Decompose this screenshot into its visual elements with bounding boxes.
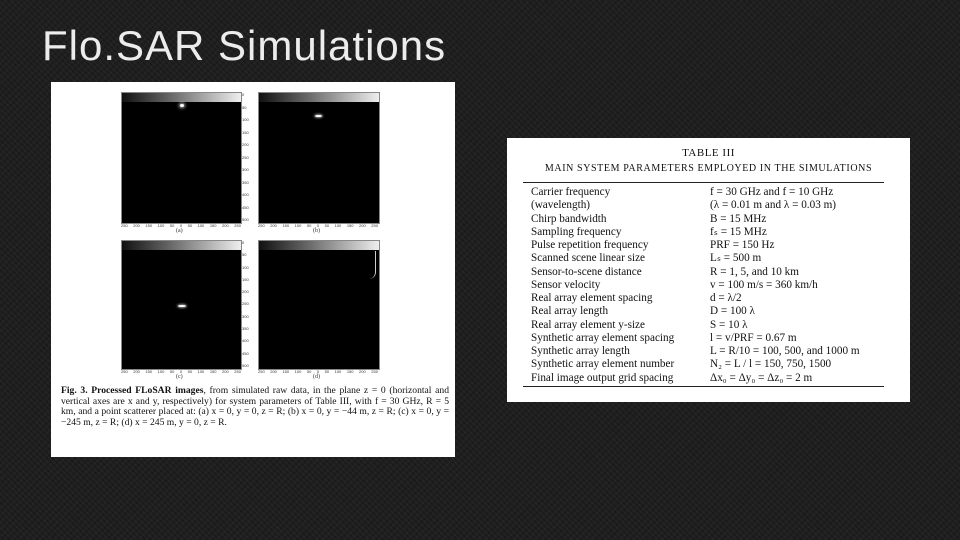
x-tick-label: 200 (359, 223, 366, 228)
table-row (531, 186, 891, 199)
table-row (531, 239, 891, 252)
table-row (531, 319, 891, 332)
x-tick-label: 100 (157, 223, 165, 228)
x-tick-label: 100 (294, 369, 302, 374)
y-tick-label: 500 (242, 362, 249, 368)
parameter-name: Synthetic array element spacing (531, 331, 675, 344)
x-tick-label: 50 (306, 369, 312, 374)
panel-d-label: (d) (313, 374, 320, 380)
parameter-value: Lₛ = 500 m (710, 252, 762, 265)
y-tick-label: 400 (242, 192, 249, 197)
x-tick-label: 150 (346, 223, 354, 228)
table-subtitle: MAIN SYSTEM PARAMETERS EMPLOYED IN THE SIMULATIONS (544, 163, 873, 174)
table-row (531, 252, 891, 265)
parameter-value: PRF = 150 Hz (710, 239, 775, 251)
x-tick-label: 50 (169, 369, 175, 374)
panel-d-colorbar (259, 241, 379, 250)
y-tick-label: 200 (242, 142, 249, 147)
panel-b-scatterer (315, 115, 322, 117)
parameter-value: v = 100 m/s = 360 km/h (710, 278, 818, 291)
parameter-value: f = 30 GHz and f = 10 GHz (710, 186, 834, 198)
panel-c-label: (c) (176, 374, 183, 380)
table-row (531, 226, 891, 239)
panel-c-colorbar (122, 241, 241, 250)
x-tick-label: 250 (258, 223, 265, 228)
x-tick-label: 0 (179, 223, 183, 228)
y-tick-label: 400 (242, 338, 249, 344)
x-tick-label: 200 (359, 369, 366, 374)
x-tick-label: 100 (197, 223, 205, 228)
caption-lead: Fig. 3. (61, 385, 88, 396)
x-tick-label: 200 (133, 369, 140, 374)
x-tick-label: 0 (179, 369, 183, 374)
x-tick-label: 100 (157, 369, 165, 374)
caption-text: , from simulated raw data, in the plane z = 0 (horizontal and vertical axes are x and y, respectively) for system parameters of Table III, with f = 30 GHz, R = 5 km, and a point scatterer placed at: (a) x = 0, y = 0, z = R; (b) x = 0, y = −44 m, z = R; (c) x = 0, y = −245 m, z = R; (d) x = 245 m, y = 0, z = R. (61, 385, 449, 428)
x-tick-label: 250 (121, 369, 128, 374)
table-row (531, 305, 891, 318)
y-tick-label: 300 (242, 313, 249, 319)
x-tick-label: 250 (371, 369, 378, 374)
x-tick-label: 50 (187, 369, 193, 374)
x-tick-label: 150 (209, 223, 217, 228)
parameter-name: Real array element y-size (531, 318, 645, 331)
parameter-value: D = 100 λ (710, 305, 755, 318)
y-tick-label: 350 (242, 326, 249, 332)
y-tick-label: 350 (242, 179, 249, 185)
x-tick-label: 250 (371, 223, 378, 228)
parameter-value: B = 15 MHz (710, 212, 767, 225)
caption-bold-text: Processed FLoSAR images (91, 385, 204, 396)
x-tick-label: 0 (316, 223, 320, 228)
parameter-value: d = λ/2 (710, 292, 742, 304)
table-row (531, 279, 891, 292)
panel-a-colorbar (122, 93, 241, 102)
y-tick-label: 50 (242, 104, 247, 110)
x-tick-label: 0 (316, 369, 320, 374)
panel-a-scatterer (180, 104, 184, 107)
table-row (531, 372, 891, 385)
table-row (531, 358, 891, 371)
parameter-name: Final image output grid spacing (531, 371, 674, 384)
y-tick-label: 0 (242, 92, 245, 97)
x-tick-label: 100 (197, 369, 205, 374)
x-tick-label: 50 (324, 369, 330, 374)
table-bottom-rule (523, 386, 884, 387)
y-tick-label: 50 (242, 252, 247, 258)
x-tick-label: 150 (145, 223, 153, 228)
parameter-value: L = R/10 = 100, 500, and 1000 m (710, 345, 860, 357)
y-tick-label: 250 (242, 301, 249, 307)
panel-b-image (258, 92, 380, 224)
y-tick-label: 300 (242, 167, 249, 172)
panel-b-colorbar (259, 93, 379, 102)
parameter-name: Scanned scene linear size (531, 252, 645, 265)
x-tick-label: 150 (346, 369, 354, 374)
parameter-name: Carrier frequency (531, 186, 611, 198)
panel-d-image (258, 240, 380, 370)
y-tick-label: 450 (242, 204, 249, 210)
parameter-value: Δx₀ = Δy₀ = Δz₀ = 2 m (710, 371, 813, 384)
x-tick-label: 50 (169, 223, 175, 228)
figure-caption (61, 386, 449, 428)
y-tick-label: 0 (242, 240, 245, 245)
parameter-name: (wavelength) (531, 199, 591, 212)
y-tick-label: 200 (242, 289, 249, 295)
x-tick-label: 150 (282, 369, 290, 374)
x-tick-label: 150 (209, 369, 217, 374)
simulation-figure (51, 82, 455, 457)
y-tick-label: 100 (242, 264, 249, 270)
parameter-value: R = 1, 5, and 10 km (710, 265, 799, 278)
x-tick-label: 250 (234, 223, 241, 228)
x-tick-label: 100 (334, 223, 342, 228)
x-tick-label: 200 (133, 223, 140, 228)
parameter-name: Sensor-to-scene distance (531, 265, 642, 278)
x-tick-label: 250 (258, 369, 265, 374)
x-tick-label: 250 (234, 369, 241, 374)
x-tick-label: 150 (145, 369, 153, 374)
table-row (531, 292, 891, 305)
parameter-name: Chirp bandwidth (531, 212, 607, 225)
x-tick-label: 100 (334, 369, 342, 374)
x-tick-label: 50 (306, 223, 312, 228)
table-row (531, 199, 891, 212)
y-tick-label: 450 (242, 350, 249, 356)
parameter-name: Synthetic array length (531, 345, 630, 357)
table-row (531, 266, 891, 279)
panel-c-scatterer (178, 305, 186, 307)
parameter-name: Sensor velocity (531, 278, 601, 291)
panel-a-y-axis (242, 92, 258, 222)
parameter-name: Real array length (531, 305, 609, 318)
y-tick-label: 250 (242, 154, 249, 160)
panel-d-scatterer (369, 251, 376, 279)
y-tick-label: 150 (242, 129, 249, 135)
y-tick-label: 100 (242, 117, 249, 122)
parameter-value: N₂ = L / l = 150, 750, 1500 (710, 358, 832, 371)
panel-a-label: (a) (176, 228, 183, 234)
panel-b-label: (b) (313, 228, 320, 234)
x-tick-label: 150 (282, 223, 290, 228)
slide-title: Flo.SAR Simulations (42, 22, 447, 69)
x-tick-label: 200 (270, 223, 277, 228)
parameter-name: Sampling frequency (531, 225, 622, 238)
x-tick-label: 50 (187, 223, 193, 228)
parameter-name: Pulse repetition frequency (531, 239, 649, 251)
panel-a-image (121, 92, 242, 224)
y-tick-label: 500 (242, 217, 249, 222)
x-tick-label: 200 (222, 223, 229, 228)
parameter-value: l = v/PRF = 0.67 m (710, 331, 797, 344)
x-tick-label: 200 (270, 369, 277, 374)
parameter-value: fₛ = 15 MHz (710, 225, 767, 238)
panel-c-y-axis (242, 240, 258, 368)
panel-c-image (121, 240, 242, 370)
x-tick-label: 100 (294, 223, 302, 228)
x-tick-label: 250 (121, 223, 128, 228)
table-body (531, 186, 891, 385)
parameters-table (507, 138, 910, 402)
table-row (531, 213, 891, 226)
x-tick-label: 200 (222, 369, 229, 374)
x-tick-label: 50 (324, 223, 330, 228)
parameter-value: (λ = 0.01 m and λ = 0.03 m) (710, 199, 837, 212)
y-tick-label: 150 (242, 276, 249, 282)
table-title: TABLE III (682, 147, 735, 159)
parameter-name: Real array element spacing (531, 292, 653, 304)
table-top-rule (523, 182, 884, 183)
table-row (531, 345, 891, 358)
table-row (531, 332, 891, 345)
parameter-name: Synthetic array element number (531, 358, 675, 371)
parameter-value: S = 10 λ (710, 318, 748, 331)
